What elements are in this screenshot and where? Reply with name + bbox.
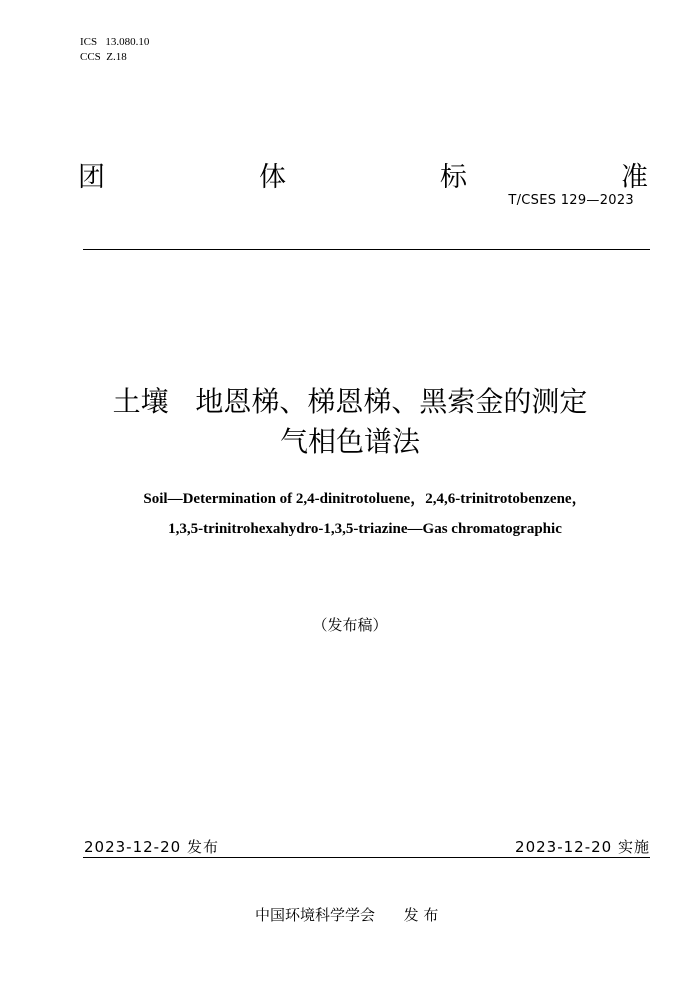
classification-codes [80,35,149,65]
implementation-date: 2023-12-20 实施 [515,838,650,856]
publisher: 中国环境科学学会 发 布 [255,906,439,924]
bottom-divider [83,857,650,858]
ccs-code: CCS Z.18 [80,51,127,63]
standard-type-char: 准 [621,162,648,193]
standard-type-char: 标 [440,162,467,193]
draft-status: （发布稿） [312,616,388,634]
ics-code: ICS 13.080.10 [80,36,150,48]
standard-type-heading [78,155,648,194]
top-divider [83,249,650,250]
english-title [40,484,690,544]
chinese-title-line-2: 气相色谱法 [279,425,420,458]
chinese-title-line-1: 土壤 地恩梯、梯恩梯、黑索金的测定 [112,385,588,418]
standard-type-char: 体 [259,162,286,193]
english-title-line-2: 1,3,5-trinitrohexahydro-1,3,5-triazine—Gas chromatographic [168,521,562,537]
issue-date: 2023-12-20 发布 [84,838,219,856]
standard-number: T/CSES 129—2023 [508,193,634,208]
chinese-title [0,382,700,462]
english-title-line-1: Soil—Determination of 2,4-dinitrotoluene，2,4,6-trinitrotobenzene， [143,491,587,507]
standard-type-char: 团 [78,162,105,193]
